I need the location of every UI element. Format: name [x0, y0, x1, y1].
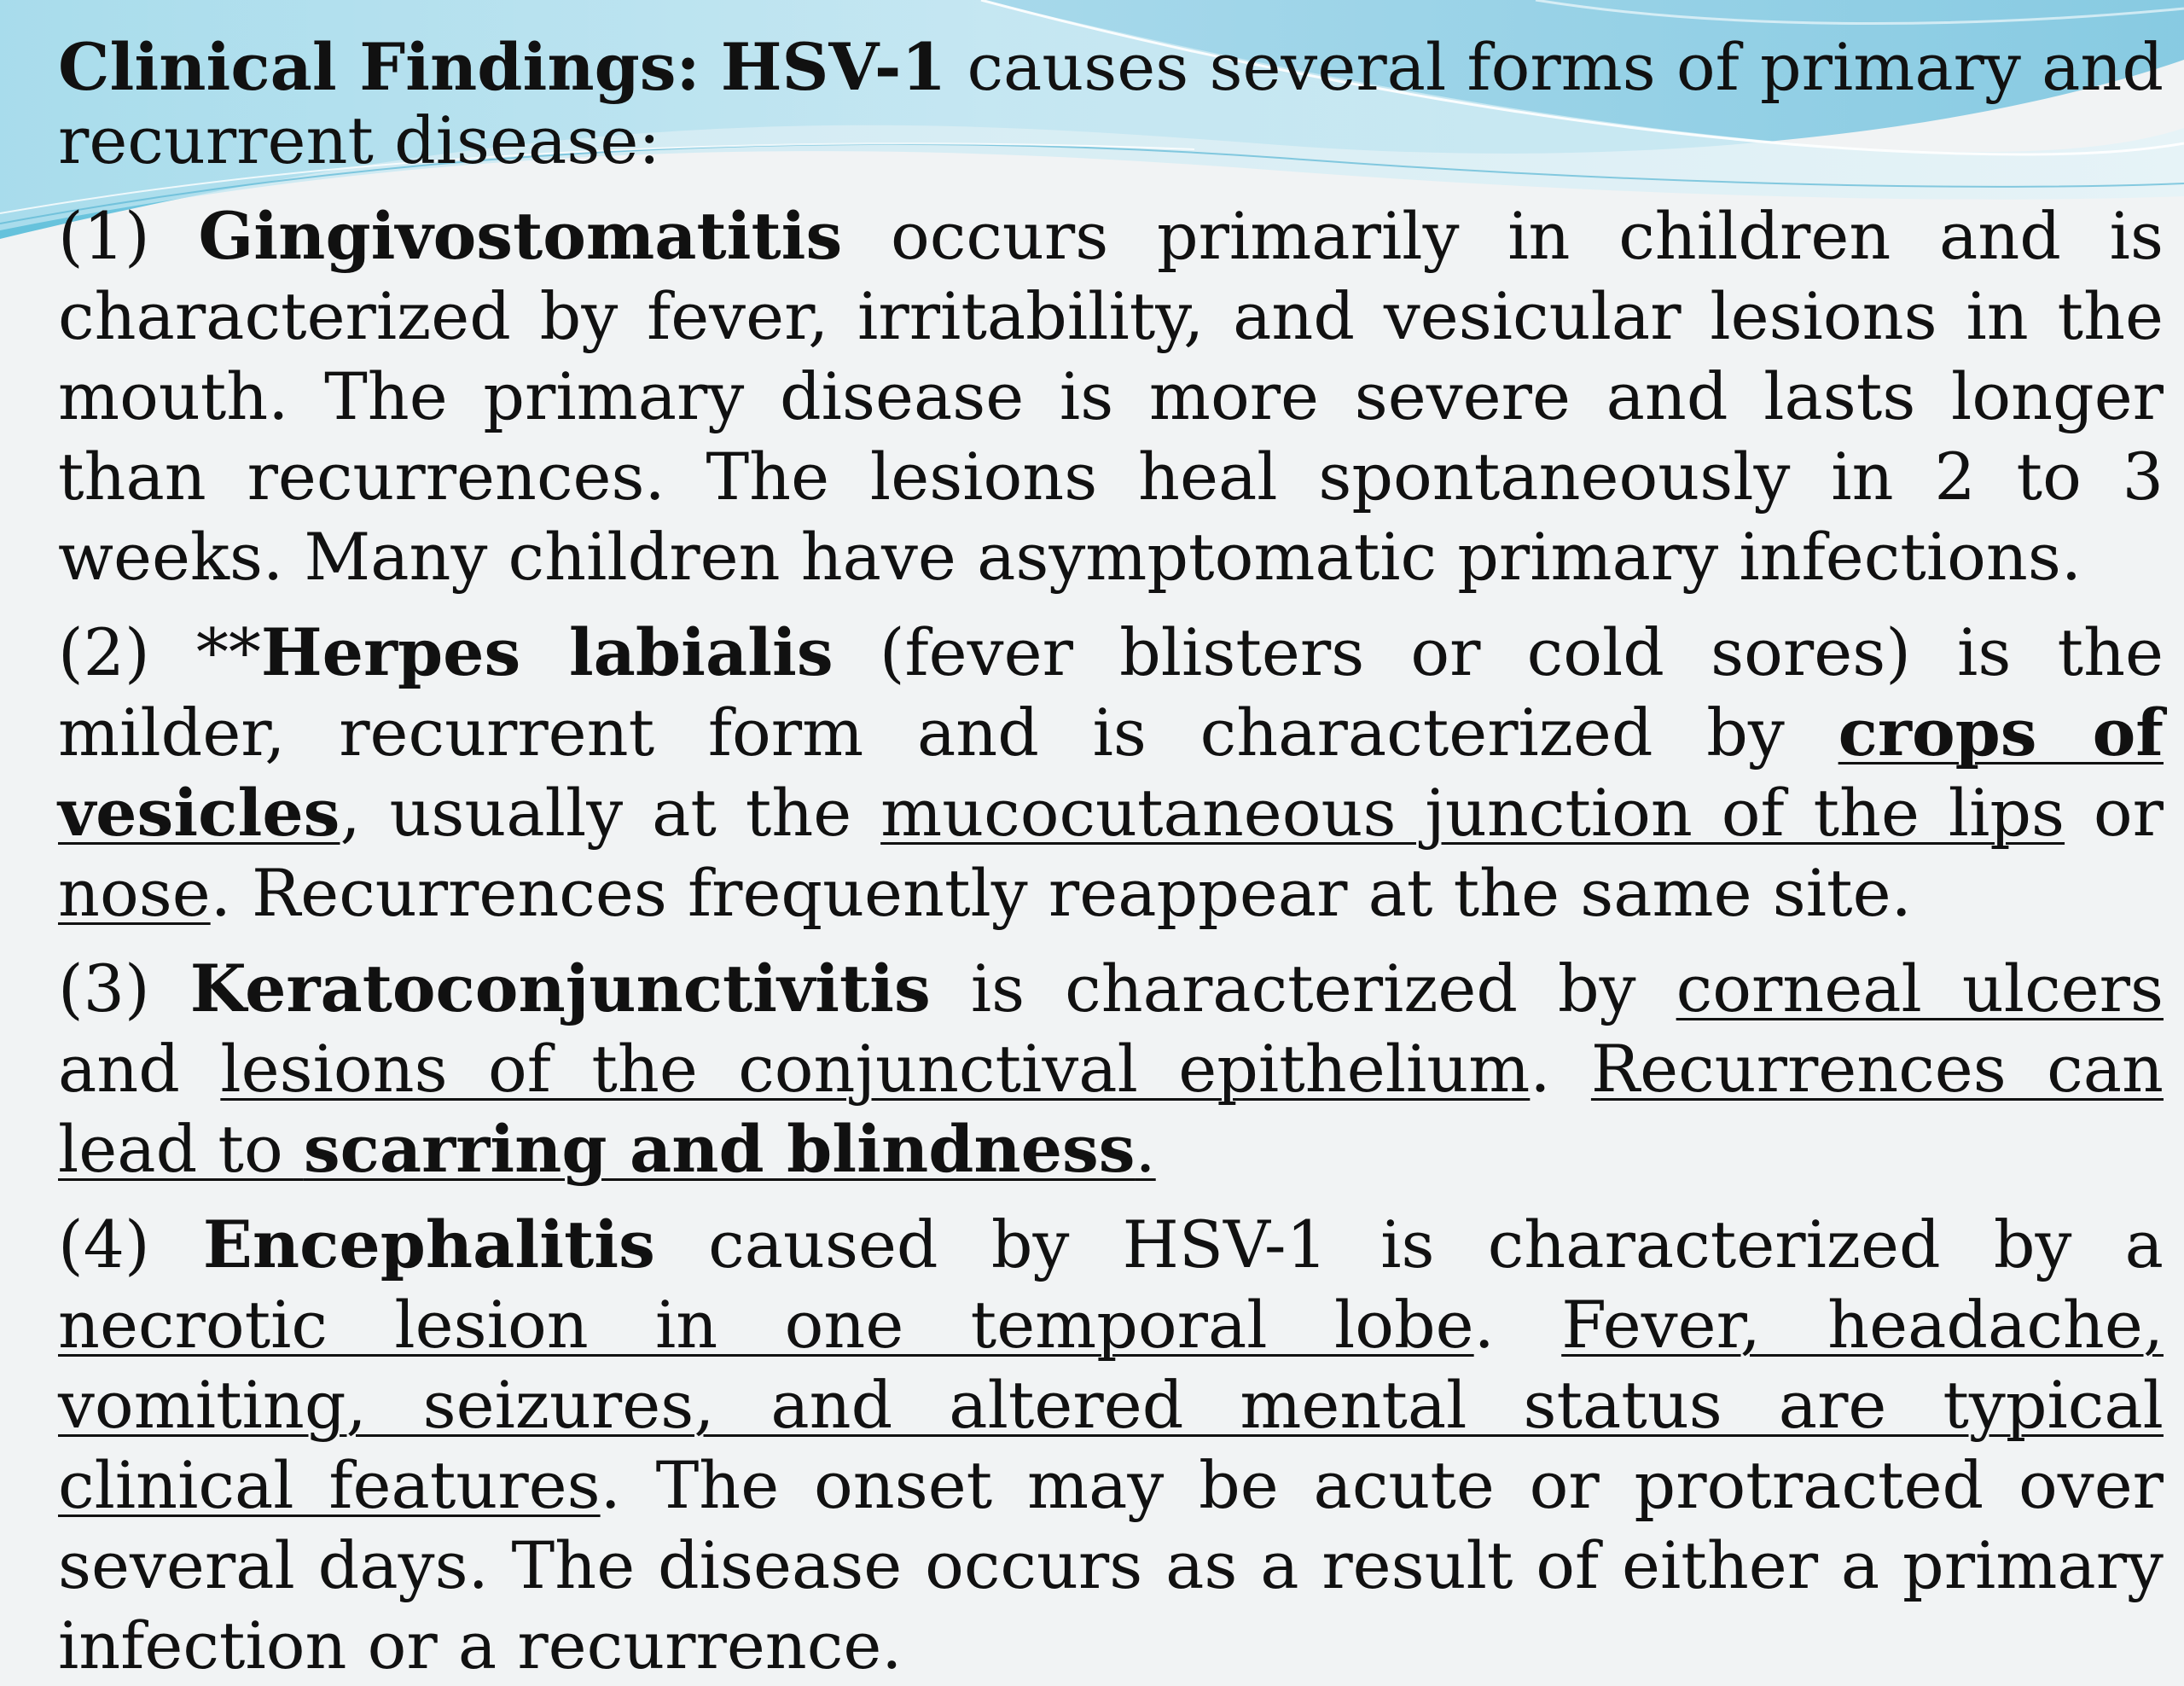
term-gingivostomatitis: Gingivostomatitis: [198, 198, 843, 274]
term-encephalitis: Encephalitis: [202, 1206, 655, 1282]
item-text: , usually at the: [340, 775, 881, 851]
term-herpes-labialis: Herpes labialis: [260, 614, 834, 690]
finding-encephalitis: [58, 1205, 2164, 1686]
item-text: (fever blisters or cold sores) is the milder, recurrent form and is characterized by: [58, 614, 2164, 770]
virus-name: HSV-1: [720, 29, 947, 105]
recurrences-clause: Recurrences can lead to: [58, 1031, 2164, 1187]
item-text: caused by HSV-1 is characterized by a: [654, 1206, 2164, 1282]
item-number: (3): [58, 951, 150, 1026]
term-keratoconjunctivitis: Keratoconjunctivitis: [189, 951, 931, 1026]
nose-term: nose: [58, 855, 211, 931]
item-number: (4): [58, 1206, 150, 1282]
item-text: occurs primarily in children and is characterized by fever, irritability, and vesicular lesions in the mouth. The primary disease is more severe and lasts longer than recurrences. The lesions heal spontaneously in 2 to 3 weeks. Many children have asymptomatic primary infections.: [58, 198, 2164, 595]
item-text: .: [1135, 1111, 1156, 1187]
scarring-and-blindness: scarring and blindness: [303, 1111, 1136, 1187]
clinical-findings-heading: Clinical Findings:: [58, 29, 700, 105]
corneal-ulcers: corneal ulcers: [1676, 951, 2164, 1026]
item-text: .: [1473, 1287, 1562, 1363]
intro-paragraph: [58, 31, 2164, 177]
mucocutaneous-junction: mucocutaneous junction of the lips: [880, 775, 2065, 851]
necrotic-lesion: necrotic lesion in one temporal lobe: [58, 1287, 1474, 1363]
finding-herpes-labialis: [58, 613, 2164, 933]
item-text: .: [1530, 1031, 1591, 1107]
item-text: is characterized by: [930, 951, 1676, 1026]
asterisk-prefix: **: [195, 614, 261, 690]
item-text: . The onset may be acute or protracted over several days. The disease occurs as a result of either a primary infection or a recurrence.: [58, 1447, 2164, 1683]
item-number: (2): [58, 614, 150, 690]
typical-features: Fever, headache, vomiting, seizures, and altered mental status are typical clinical features: [58, 1287, 2164, 1523]
item-number: (1): [58, 198, 150, 274]
finding-gingivostomatitis: [58, 196, 2164, 597]
item-text: . Recurrences frequently reappear at the same site.: [210, 855, 1912, 931]
conjunctival-lesions: lesions of the conjunctival epithelium: [220, 1031, 1531, 1107]
intro-text: causes several forms of primary and recurrent disease:: [58, 29, 2164, 178]
crops-of-vesicles: crops of vesicles: [58, 695, 2164, 851]
slide-body: [58, 31, 2164, 1686]
finding-keratoconjunctivitis: [58, 949, 2164, 1189]
item-text: and: [58, 1031, 221, 1107]
item-text: or: [2065, 775, 2164, 851]
